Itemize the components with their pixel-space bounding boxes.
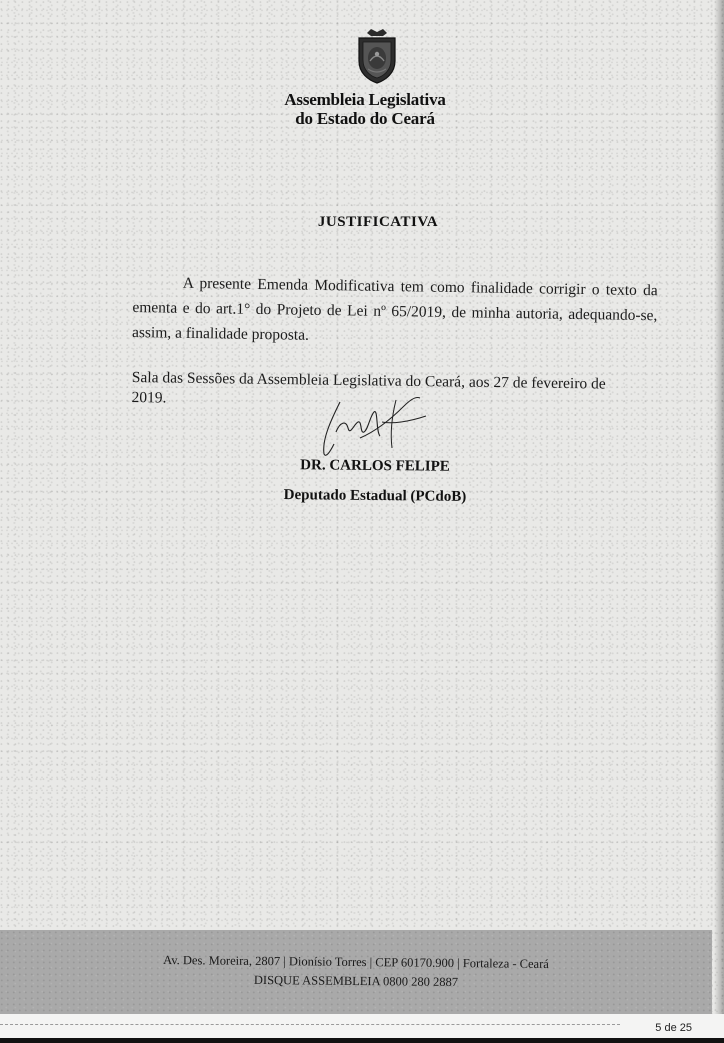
justification-paragraph: A presente Emenda Modificativa tem como finalidade corrigir o texto da ementa e do art.1° do Projeto de Lei nº 65/2019, de minha autoria, adequando-se, assim, a finalidade proposta. [131,274,658,344]
signer-name: DR. CARLOS FELIPE [300,457,450,475]
signer-role: Deputado Estadual (PCdoB) [283,487,467,505]
institution-name-line2: do Estado do Ceará [295,109,435,128]
institution-name-line1: Assembleia Legislativa [284,90,446,109]
institution-name [240,90,490,128]
footer-hotline: DISQUE ASSEMBLEIA 0800 280 2887 [253,972,459,990]
handwritten-signature [300,392,440,464]
document-title: JUSTIFICATIVA [317,214,439,230]
coat-of-arms-seal-icon [353,27,401,85]
page-divider [0,1024,620,1026]
page-counter: 5 de 25 [655,1022,692,1034]
place-and-date: Sala das Sessões da Assembleia Legislativa do Ceará, aos 27 de fevereiro de 2019. [131,368,606,407]
scan-edge-shadow [714,0,724,1043]
footer-address: Av. Des. Moreira, 2807 | Dionísio Torres | CEP 60170.900 | Fortaleza - Ceará [163,952,549,972]
viewer-bottom-bar [0,1038,724,1043]
